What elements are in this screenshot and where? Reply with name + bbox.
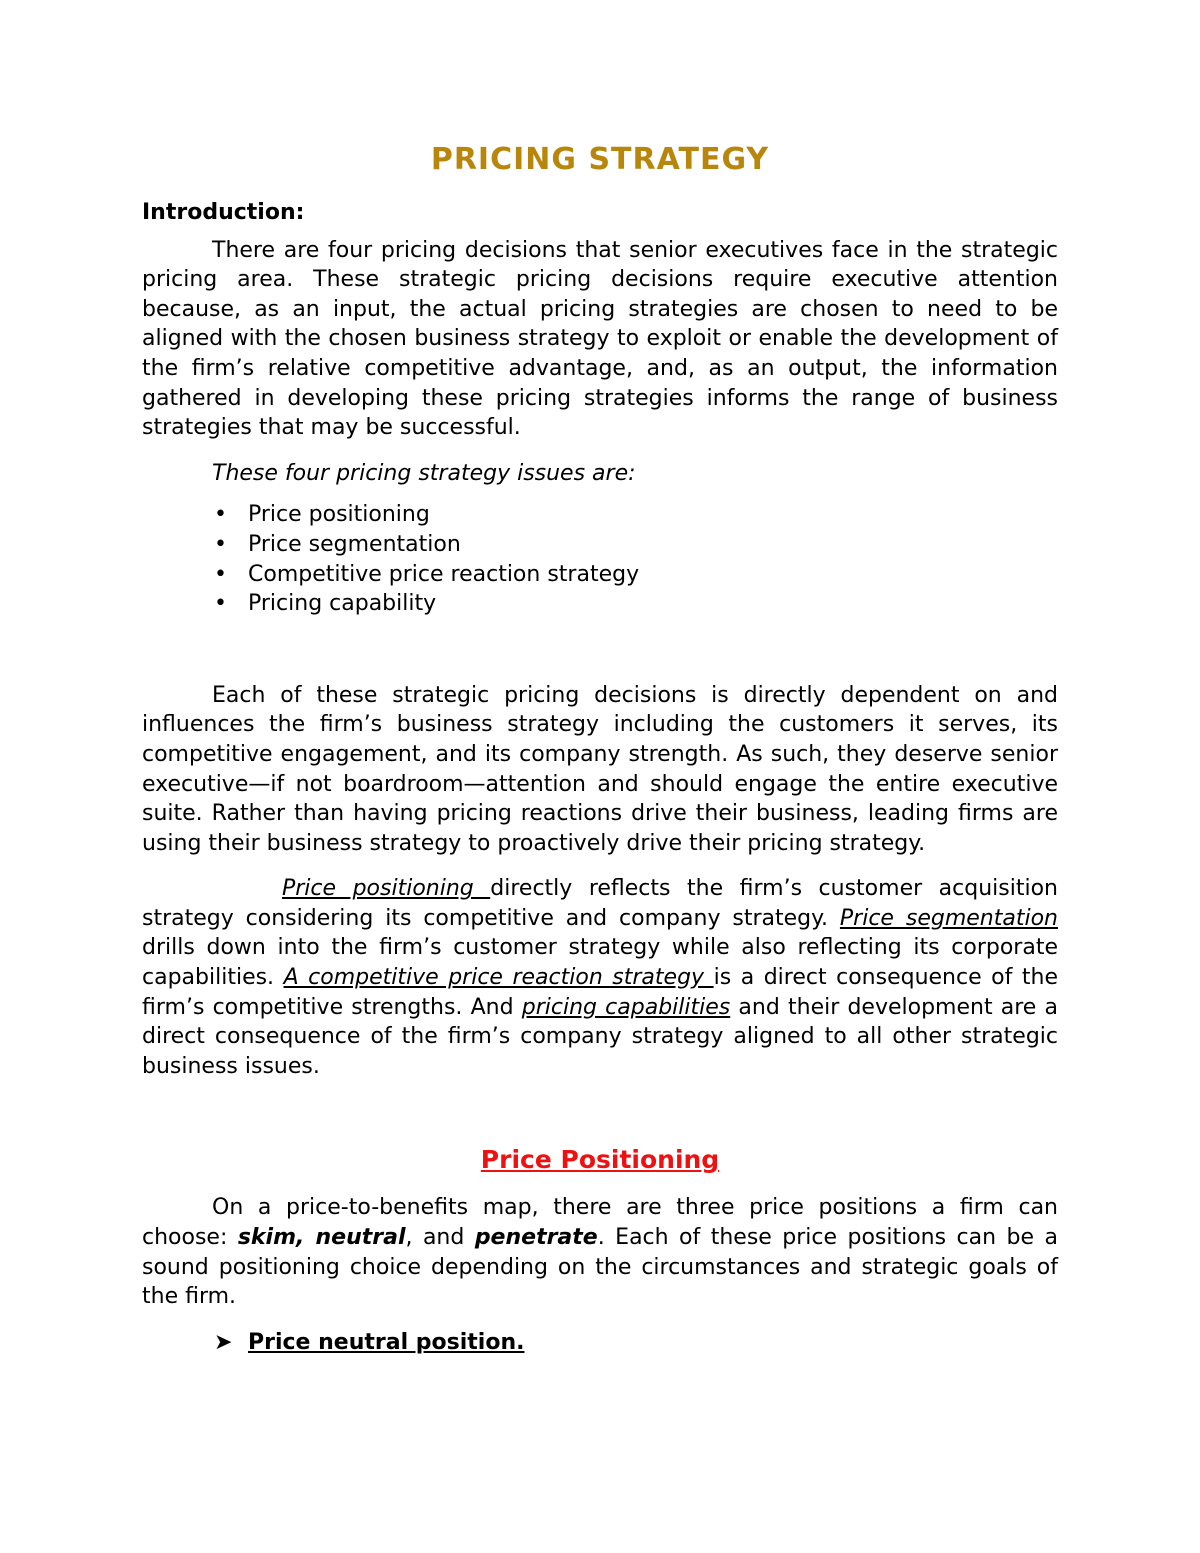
section-heading: Price Positioning <box>480 1145 720 1175</box>
issues-intro: These four pricing strategy issues are: <box>212 460 636 486</box>
subheading <box>142 1328 1058 1358</box>
issues-list <box>142 500 1058 618</box>
paragraph-text: , and <box>405 1225 475 1251</box>
paragraph-text: and their development are a direct consequence of the firm’s company strategy aligned to all other strategic business issues. <box>142 994 1058 1079</box>
intro-paragraph: There are four pricing decisions that senior executives face in the strategic pricing area. These strategic pricing decisions require executive attention because, as an input, the actual pricing strategies are chosen to need to be aligned with the chosen business strategy to exploit or enable the development of the firm’s relative competitive advantage, and, as an output, the information gathered in developing these pricing strategies informs the range of business strategies that may be successful. <box>142 237 1058 441</box>
list-item <box>142 530 1058 560</box>
list-item-label: Competitive price reaction strategy <box>248 561 640 587</box>
bullet-icon: • <box>214 561 227 587</box>
list-item-label: Price positioning <box>248 502 430 528</box>
list-item <box>142 500 1058 530</box>
penetrate-term: penetrate <box>474 1225 598 1251</box>
paragraph-text: . Each of these price positions can be a sound positioning choice depending on the circumstances and strategic goals of the firm. <box>142 1225 1058 1310</box>
intro-heading: Introduction: <box>142 200 305 225</box>
paragraph-text: drills down into the firm’s customer strategy while also reflecting its corporate capabilities. <box>142 935 1058 991</box>
bullet-icon: • <box>214 591 227 617</box>
pricing-capabilities-term: pricing capabilities <box>521 994 731 1020</box>
strategy-paragraph: Each of these strategic pricing decisions is directly dependent on and influences the firm’s business strategy including the customers it serves, its competitive engagement, and its company strength. As such, they deserve senior executive—if not boardroom—attention and should engage the entire executive suite. Rather than having pricing reactions drive their business, leading firms are using their business strategy to proactively drive their pricing strategy. <box>142 682 1058 856</box>
paragraph-text: is a direct consequence of the firm’s competitive strengths. And <box>142 965 1058 1020</box>
bullet-icon: • <box>214 531 227 557</box>
paragraph-text: On a price-to-benefits map, there are three price positions a firm can choose: <box>142 1195 1058 1251</box>
issues-detail-paragraph <box>142 874 1058 1081</box>
price-reaction-term: A competitive price reaction strategy <box>283 965 714 991</box>
document-page <box>142 140 1058 1357</box>
page-title: PRICING STRATEGY <box>430 142 770 177</box>
bullet-icon: • <box>214 502 227 528</box>
price-positioning-term: Price positioning <box>282 876 491 902</box>
positioning-paragraph <box>142 1193 1058 1311</box>
subheading-label: Price neutral position. <box>248 1329 525 1355</box>
arrow-icon: ➤ <box>214 1329 233 1355</box>
paragraph-text: directly reflects the firm’s customer acquisition strategy considering its competitive and company strategy. <box>142 876 1058 931</box>
list-item <box>142 560 1058 590</box>
list-item-label: Price segmentation <box>248 531 461 557</box>
skim-neutral-term: skim, neutral <box>237 1225 406 1251</box>
list-item-label: Pricing capability <box>248 591 437 617</box>
list-item <box>142 589 1058 619</box>
price-segmentation-term: Price segmentation <box>839 905 1058 931</box>
